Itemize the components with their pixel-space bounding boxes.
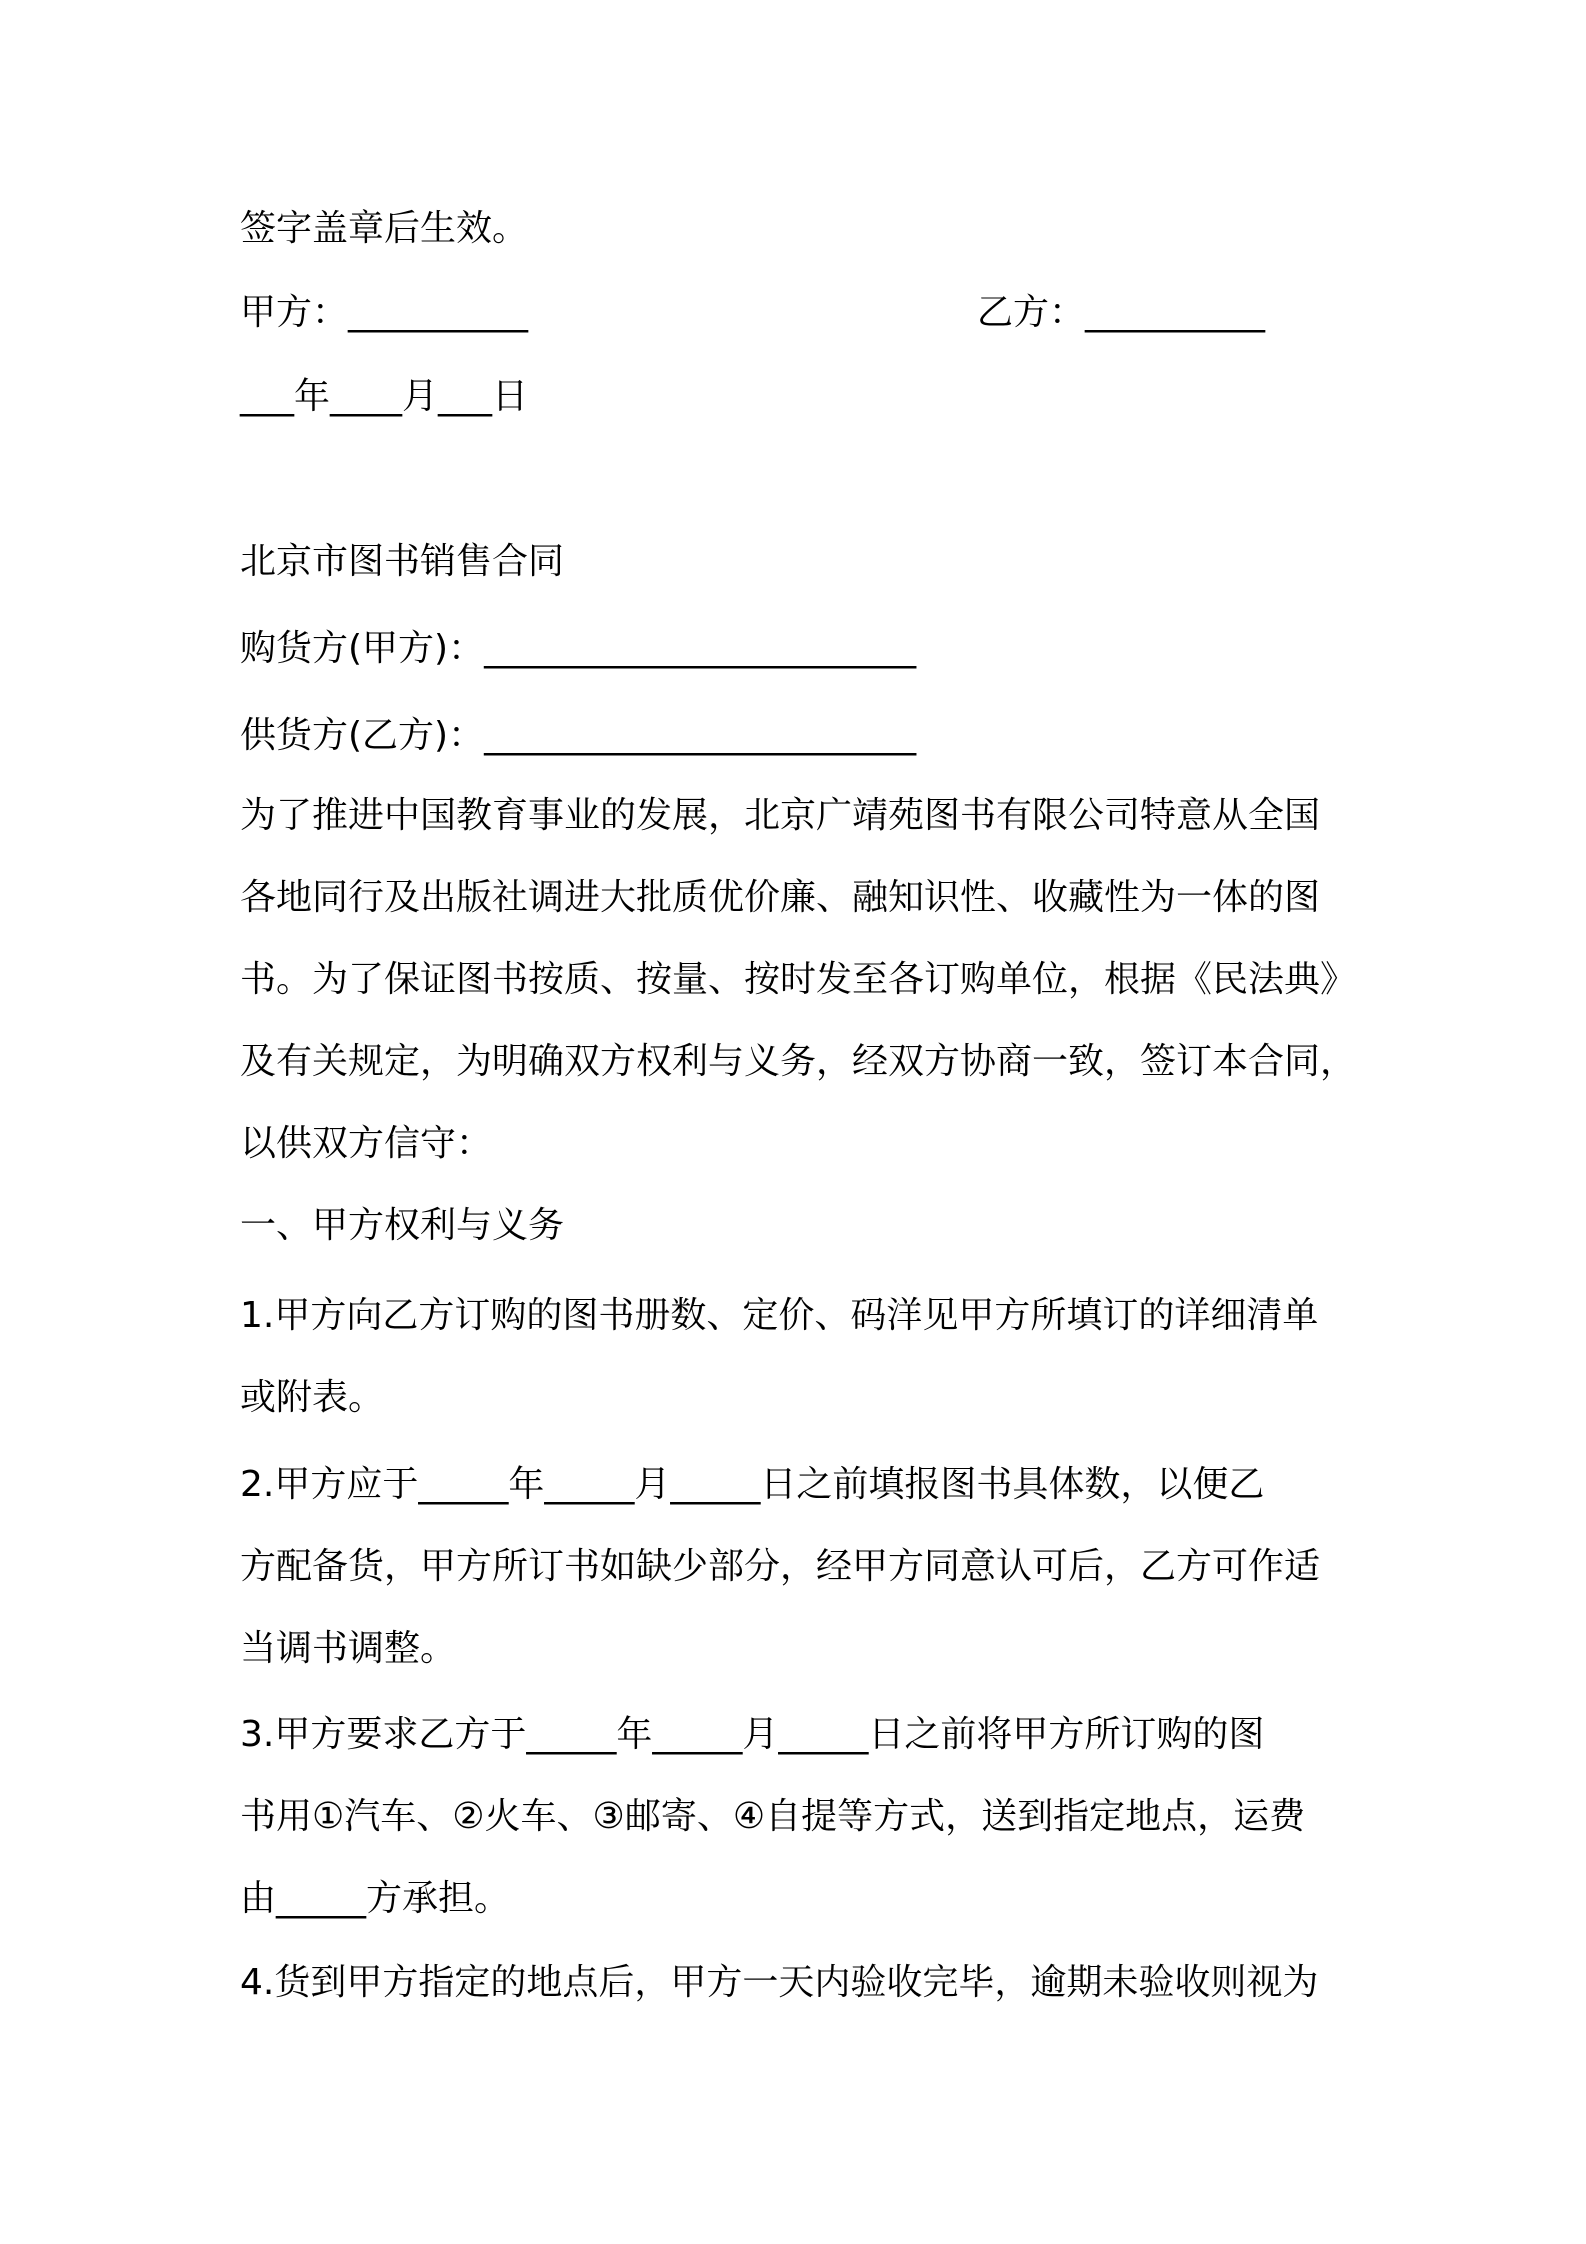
preamble-line: 为了推进中国教育事业的发展，北京广靖苑图书有限公司特意从全国 [240,795,1321,836]
clause-line: 书用①汽车、②火车、③邮寄、④自提等方式，送到指定地点，运费 [240,1796,1306,1837]
preamble-line: 书。为了保证图书按质、按量、按时发至各订购单位，根据《民法典》 [240,959,1357,1000]
clause-line: 由_____方承担。 [240,1878,511,1919]
party-b-signature: 乙方：__________ [977,292,1266,333]
clause-line: 方配备货，甲方所订书如缺少部分，经甲方同意认可后，乙方可作适 [240,1546,1321,1587]
preamble-line: 各地同行及出版社调进大批质优价廉、融知识性、收藏性为一体的图 [240,877,1321,918]
clause-line: 1.甲方向乙方订购的图书册数、定价、码洋见甲方所填订的详细清单 [240,1295,1319,1336]
supplier-field: 供货方(乙方)：________________________ [240,715,917,756]
preamble-line: 以供双方信守： [240,1123,493,1164]
signature-date: ___年____月___日 [240,376,529,417]
clause-line: 或附表。 [240,1377,385,1418]
clause-line: 3.甲方要求乙方于_____年_____月_____日之前将甲方所订购的图 [240,1714,1265,1755]
contract-title: 北京市图书销售合同 [240,541,565,582]
preamble-line: 及有关规定，为明确双方权利与义务，经双方协商一致，签订本合同， [240,1041,1357,1082]
effective-clause: 签字盖章后生效。 [240,208,529,249]
party-a-signature: 甲方：__________ [240,292,529,333]
clause-line: 当调书调整。 [240,1628,457,1669]
clause-line: 4.货到甲方指定的地点后，甲方一天内验收完毕，逾期未验收则视为 [240,1962,1319,2003]
buyer-field: 购货方(甲方)：________________________ [240,628,917,669]
section-heading: 一、甲方权利与义务 [240,1205,565,1246]
clause-line: 2.甲方应于_____年_____月_____日之前填报图书具体数，以便乙 [240,1464,1265,1505]
